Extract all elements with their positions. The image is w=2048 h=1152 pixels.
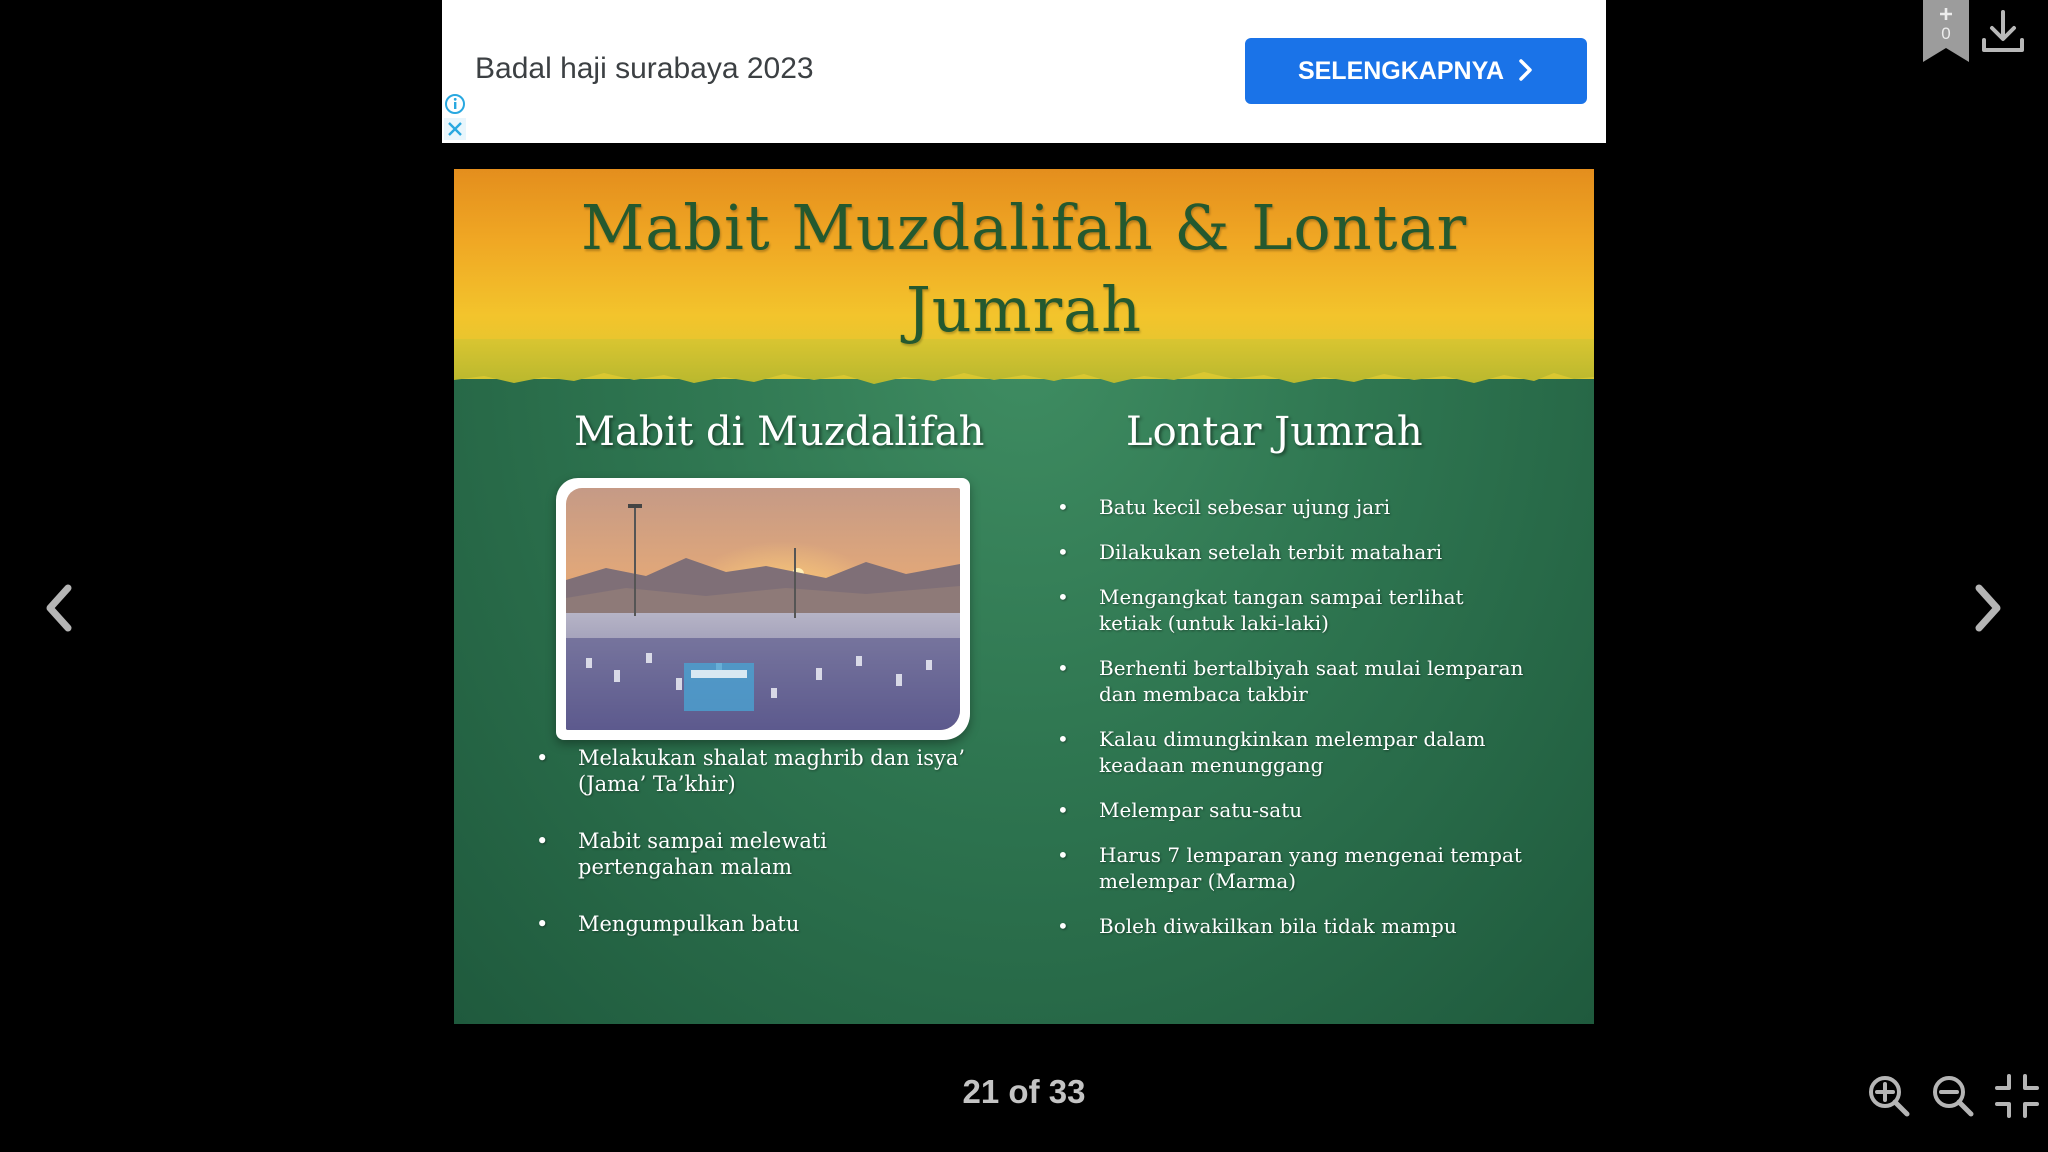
slide-title [454, 187, 1594, 351]
ad-close-icon[interactable] [444, 118, 466, 140]
list-item: • Mabit sampai melewati pertengahan malam [536, 828, 966, 880]
left-bullet-list [536, 745, 966, 968]
list-item: • Mengumpulkan batu [536, 911, 966, 937]
muzdalifah-photo [566, 488, 960, 730]
list-item: • Dilakukan setelah terbit matahari [1057, 539, 1527, 565]
slide-title-line1: Mabit Muzdalifah & Lontar [580, 191, 1468, 264]
ad-info-icon[interactable] [444, 93, 466, 115]
ad-cta-button[interactable] [1245, 38, 1587, 104]
exit-fullscreen-icon[interactable] [1995, 1074, 2039, 1118]
list-item: • Mengangkat tangan sampai terlihat ketiak (untuk laki-laki) [1057, 584, 1527, 636]
list-item: • Boleh diwakilkan bila tidak mampu [1057, 913, 1527, 939]
list-item: • Melakukan shalat maghrib dan isya’ (Jama’ Ta’khir) [536, 745, 966, 797]
list-item: • Batu kecil sebesar ujung jari [1057, 494, 1527, 520]
download-icon[interactable] [1979, 8, 2027, 56]
presentation-slide [454, 169, 1594, 1024]
ad-text[interactable]: Badal haji surabaya 2023 [475, 52, 814, 85]
right-bullet-list [1057, 494, 1527, 958]
list-item: • Berhenti bertalbiyah saat mulai lemparan dan membaca takbir [1057, 655, 1527, 707]
slide-title-line2: Jumrah [905, 273, 1143, 346]
page-counter: 21 of 33 [962, 1073, 1086, 1110]
chevron-left-icon[interactable] [38, 580, 78, 636]
list-item: • Melempar satu-satu [1057, 797, 1527, 823]
bookmark-add-icon[interactable] [1921, 0, 1971, 64]
right-column-heading: Lontar Jumrah [1126, 409, 1423, 455]
list-item: • Harus 7 lemparan yang mengenai tempat melempar (Marma) [1057, 842, 1527, 894]
slide-torn-edge [454, 339, 1594, 419]
chevron-right-icon [1518, 58, 1534, 82]
ad-banner[interactable] [442, 0, 1606, 143]
chevron-right-icon[interactable] [1969, 580, 2009, 636]
zoom-out-icon[interactable] [1931, 1074, 1975, 1118]
bookmark-count: 0 [1941, 24, 1951, 43]
muzdalifah-photo-frame [556, 478, 970, 740]
list-item: • Kalau dimungkinkan melempar dalam keadaan menunggang [1057, 726, 1527, 778]
left-column-heading: Mabit di Muzdalifah [574, 409, 985, 455]
ad-cta-label: SELENGKAPNYA [1297, 56, 1505, 85]
zoom-in-icon[interactable] [1867, 1074, 1911, 1118]
